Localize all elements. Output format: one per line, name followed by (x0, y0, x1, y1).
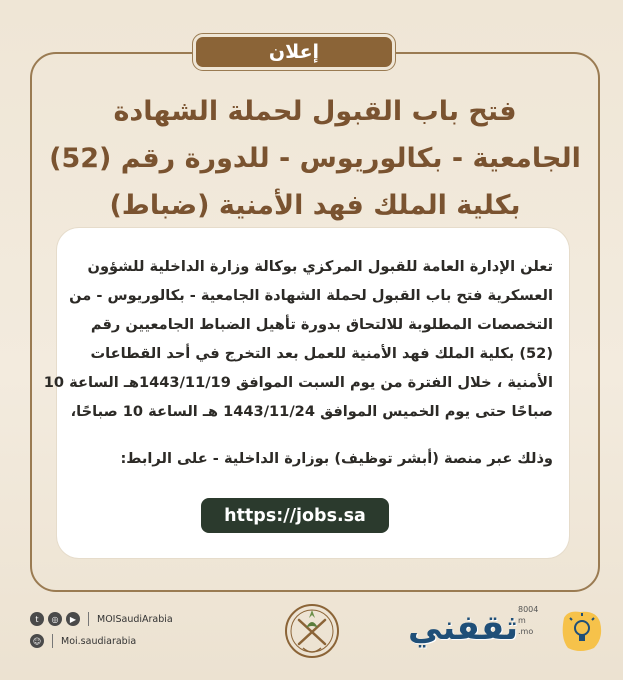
social-footer (30, 612, 173, 648)
social-row-1 (30, 612, 173, 626)
watermark-text: ثقفني (408, 608, 518, 648)
details-card (43, 228, 569, 558)
instagram-icon[interactable]: ◎ (48, 612, 62, 626)
via-text: وذلك عبر منصة (أبشر توظيف) بوزارة الداخلية - على الرابط: (120, 450, 553, 467)
watermark (398, 604, 608, 664)
title-line: بكلية الملك فهد الأمنية (ضباط) (109, 190, 521, 221)
body-line: الأمنية ، خلال الفترة من يوم السبت الموافق 1443/11/19هـ الساعة 10 (43, 374, 553, 391)
lightbulb-icon (558, 608, 604, 654)
snapchat-icon[interactable]: ☺ (30, 634, 44, 648)
social-handle[interactable]: MOISaudiArabia (97, 613, 173, 625)
youtube-icon[interactable]: ▶ (66, 612, 80, 626)
announcement-body (43, 252, 553, 426)
body-line: التخصصات المطلوبة للالتحاق بدورة تأهيل الضباط الجامعيين رقم (90, 316, 553, 333)
divider (52, 634, 53, 648)
social-handle[interactable]: Moi.saudiarabia (61, 635, 137, 647)
saudi-emblem-icon (283, 598, 341, 660)
body-line: العسكرية فتح باب القبول لحملة الشهادة الجامعية - بكالوريوس - من (69, 287, 553, 304)
title-line: الجامعية - بكالوريوس - للدورة رقم (52) (49, 143, 581, 174)
social-row-2 (30, 634, 173, 648)
twitter-icon[interactable]: t (30, 612, 44, 626)
divider (88, 612, 89, 626)
watermark-bits: 8004 m .mo (518, 605, 539, 636)
jobs-link-button[interactable]: https://jobs.sa (201, 498, 389, 533)
announcement-badge: إعلان (193, 34, 395, 70)
body-line: صباحًا حتى يوم الخميس الموافق 1443/11/24 هـ الساعة 10 صباحًا، (70, 403, 553, 420)
title-line: فتح باب القبول لحملة الشهادة (113, 96, 517, 127)
announcement-title (40, 88, 590, 229)
body-line: (52) بكلية الملك فهد الأمنية للعمل بعد التخرج في أحد القطاعات (90, 345, 553, 362)
body-line: تعلن الإدارة العامة للقبول المركزي بوكالة وزارة الداخلية للشؤون (87, 258, 553, 275)
